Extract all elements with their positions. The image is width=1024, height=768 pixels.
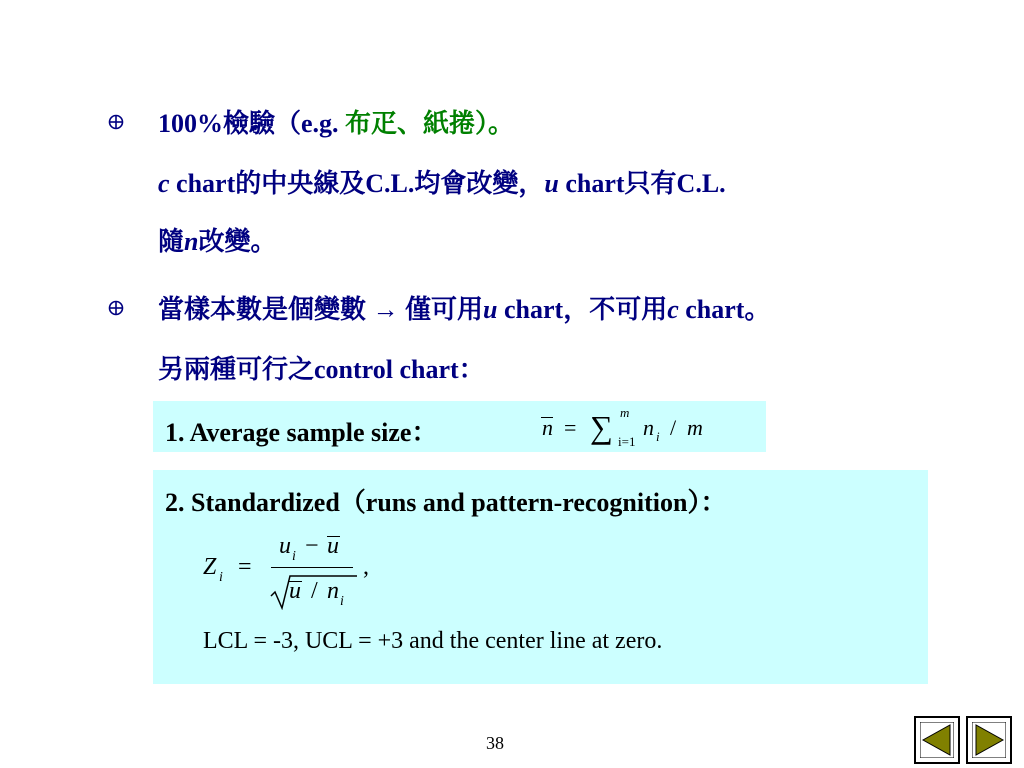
box1-title: 1. Average sample size：: [165, 418, 438, 447]
next-slide-button[interactable]: [966, 716, 1012, 764]
box2-title: 2. Standardized（runs and pattern-recognition）：: [165, 488, 727, 517]
bullet2-line2: 另兩種可行之control chart：: [158, 355, 485, 384]
page-number: 38: [486, 733, 504, 753]
standardized-box: 2. Standardized（runs and pattern-recognition）： Z i = u i − u u / n i , LCL = -3, UCL = +3 and the center line at zero.: [153, 470, 928, 684]
bullet2-line1: 當樣本數是個變數 → 僅可用u chart，不可用c chart。: [158, 295, 771, 324]
bullet-icon: [108, 114, 124, 130]
average-sample-size-box: 1. Average sample size： n = ∑ m i=1 n i / m: [153, 401, 766, 452]
prev-slide-button[interactable]: [914, 716, 960, 764]
control-limits: LCL = -3, UCL = +3 and the center line at zero.: [203, 628, 663, 654]
arrow-icon: →: [372, 295, 399, 324]
triangle-right-icon: [972, 722, 1006, 758]
bullet1-line2: c chart的中央線及C.L.均會改變，u chart只有C.L.: [158, 169, 726, 198]
bullet-icon: [108, 300, 124, 316]
triangle-left-icon: [920, 722, 954, 758]
bullet1-line3: 隨n改變。: [158, 227, 277, 256]
bullet1-line1: 100%檢驗（e.g. 布疋、紙捲）。: [158, 109, 515, 138]
